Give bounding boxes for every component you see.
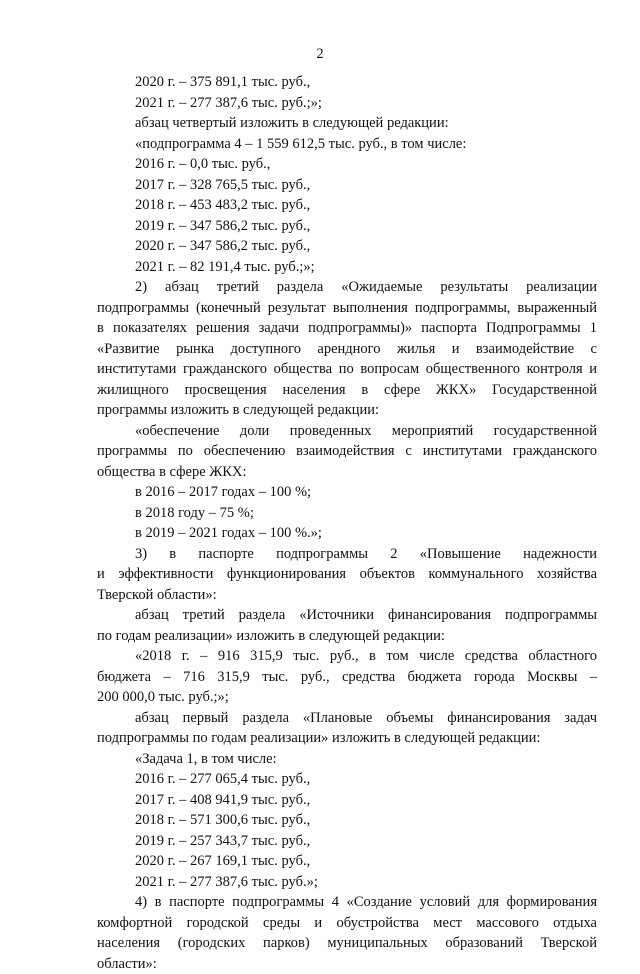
text-line: «2018 г. – 916 315,9 тыс. руб., в том числе средства областного	[97, 646, 597, 667]
text-line: 2020 г. – 375 891,1 тыс. руб.,	[97, 72, 597, 93]
text-line: 2021 г. – 277 387,6 тыс. руб.;»;	[97, 93, 597, 114]
text-line: 2018 г. – 453 483,2 тыс. руб.,	[97, 195, 597, 216]
text-line: 2) абзац третий раздела «Ожидаемые результаты реализации	[97, 277, 597, 298]
text-line: 2020 г. – 267 169,1 тыс. руб.,	[97, 851, 597, 872]
document-body	[97, 72, 597, 974]
text-line: «подпрограмма 4 – 1 559 612,5 тыс. руб., в том числе:	[97, 134, 597, 155]
text-line: программы по обеспечению взаимодействия с институтами гражданского	[97, 441, 597, 462]
text-line: 3) в паспорте подпрограммы 2 «Повышение надежности	[97, 544, 597, 565]
text-line: 2016 г. – 0,0 тыс. руб.,	[97, 154, 597, 175]
text-line: 4) в паспорте подпрограммы 4 «Создание условий для формирования	[97, 892, 597, 913]
text-line: «обеспечение доли проведенных мероприятий государственной	[97, 421, 597, 442]
text-line: комфортной городской среды и обустройства мест массового отдыха	[97, 913, 597, 934]
text-line: 2020 г. – 347 586,2 тыс. руб.,	[97, 236, 597, 257]
text-line: 2016 г. – 277 065,4 тыс. руб.,	[97, 769, 597, 790]
text-line: подпрограммы по годам реализации» изложить в следующей редакции:	[97, 728, 597, 749]
text-line: в 2018 году – 75 %;	[97, 503, 597, 524]
text-line: 2017 г. – 328 765,5 тыс. руб.,	[97, 175, 597, 196]
text-line: жилищного просвещения населения в сфере ЖКХ» Государственной	[97, 380, 597, 401]
text-line: в показателях решения задачи подпрограммы)» паспорта Подпрограммы 1	[97, 318, 597, 339]
text-line: 2021 г. – 277 387,6 тыс. руб.»;	[97, 872, 597, 893]
text-line: в 2016 – 2017 годах – 100 %;	[97, 482, 597, 503]
text-line: 200 000,0 тыс. руб.;»;	[97, 687, 597, 708]
text-line: абзац третий раздела «Источники финансирования подпрограммы	[97, 605, 597, 626]
text-line: подпрограммы (конечный результат выполнения подпрограммы, выраженный	[97, 298, 597, 319]
page-number: 2	[0, 46, 640, 63]
text-line: 2021 г. – 82 191,4 тыс. руб.;»;	[97, 257, 597, 278]
text-line: абзац первый раздела «Плановые объемы финансирования задач	[97, 708, 597, 729]
text-line: 2019 г. – 347 586,2 тыс. руб.,	[97, 216, 597, 237]
text-line: 2019 г. – 257 343,7 тыс. руб.,	[97, 831, 597, 852]
text-line: населения (городских парков) муниципальных образований Тверской	[97, 933, 597, 954]
text-line: «Задача 1, в том числе:	[97, 749, 597, 770]
text-line: по годам реализации» изложить в следующей редакции:	[97, 626, 597, 647]
text-line: бюджета – 716 315,9 тыс. руб., средства бюджета города Москвы –	[97, 667, 597, 688]
text-line: «Развитие рынка доступного арендного жилья и взаимодействие с	[97, 339, 597, 360]
text-line: институтами гражданского общества по вопросам общественного контроля и	[97, 359, 597, 380]
text-line: в 2019 – 2021 годах – 100 %.»;	[97, 523, 597, 544]
text-line: 2018 г. – 571 300,6 тыс. руб.,	[97, 810, 597, 831]
text-line: 2017 г. – 408 941,9 тыс. руб.,	[97, 790, 597, 811]
text-line: области»:	[97, 954, 597, 974]
text-line: и эффективности функционирования объектов коммунального хозяйства	[97, 564, 597, 585]
text-line: программы изложить в следующей редакции:	[97, 400, 597, 421]
text-line: абзац четвертый изложить в следующей редакции:	[97, 113, 597, 134]
text-line: общества в сфере ЖКХ:	[97, 462, 597, 483]
text-line: Тверской области»:	[97, 585, 597, 606]
